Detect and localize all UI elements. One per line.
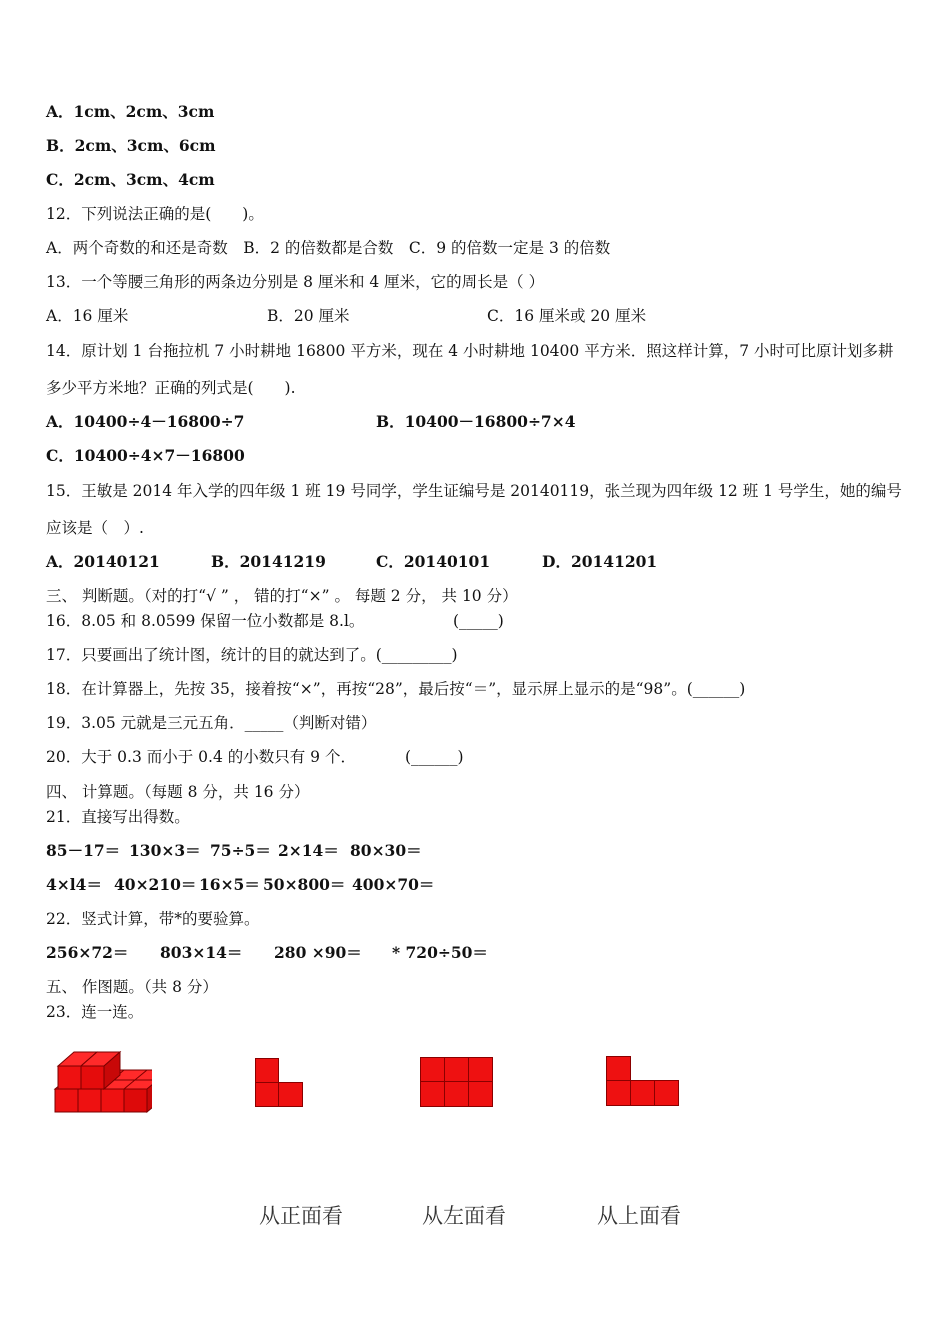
q15-stem-line1: 15．王敏是 2014 年入学的四年级 1 班 19 号同学，学生证编号是 20140119，张兰现为四年级 12 班 1 号学生，她的编号: [46, 482, 902, 500]
section5-title: 五、 作图题。（共 8 分）: [46, 978, 218, 996]
q17-text: 17．只要画出了统计图，统计的目的就达到了。(_________): [46, 646, 458, 664]
calc-item: 2×14＝: [278, 841, 339, 860]
q11-option-a: A．1cm、2cm、3cm: [46, 102, 215, 121]
q13-stem: 13．一个等腰三角形的两条边分别是 8 厘米和 4 厘米，它的周长是（ ）: [46, 273, 545, 291]
q11-option-b: B．2cm、3cm、6cm: [46, 136, 216, 155]
cube-stack-figure: [52, 1044, 152, 1116]
calc-item: 85－17＝: [46, 841, 121, 860]
calc-item: 16×5＝: [199, 875, 260, 894]
q15-option-b: B．20141219: [211, 552, 326, 571]
calc-item: 80×30＝: [350, 841, 422, 860]
q16-text: 16．8.05 和 8.0599 保留一位小数都是 8.l。: [46, 612, 365, 630]
view-label-top: 从上面看: [597, 1204, 681, 1228]
q12-stem: 12．下列说法正确的是( )。: [46, 205, 264, 223]
view-label-front: 从正面看: [259, 1204, 343, 1228]
calc-item: * 720÷50＝: [392, 943, 488, 962]
q14-option-b: B．10400－16800÷7×4: [376, 412, 576, 431]
calc-item: 256×72＝: [46, 943, 129, 962]
q14-stem-line2: 多少平方米地？正确的列式是( ).: [46, 379, 296, 397]
calc-item: 75÷5＝: [210, 841, 271, 860]
q14-option-c: C．10400÷4×7－16800: [46, 446, 245, 465]
view-label-left: 从左面看: [422, 1204, 506, 1228]
q11-option-c: C．2cm、3cm、4cm: [46, 170, 215, 189]
q14-stem-line1: 14．原计划 1 台拖拉机 7 小时耕地 16800 平方米，现在 4 小时耕地 10400 平方米．照这样计算，7 小时可比原计划多耕: [46, 342, 894, 360]
calc-item: 50×800＝: [263, 875, 346, 894]
calc-item: 400×70＝: [352, 875, 435, 894]
q16-answer-blank[interactable]: (_____): [453, 612, 504, 630]
section3-title: 三、 判断题。（对的打“√ ” ， 错的打“×” 。 每题 2 分， 共 10 分）: [46, 587, 518, 605]
q18-text: 18．在计算器上，先按 35，接着按“×”，再按“28”，最后按“＝”，显示屏上显示的是“98”。(______): [46, 680, 746, 698]
section4-title: 四、 计算题。（每题 8 分，共 16 分）: [46, 783, 310, 801]
q13-option-b: B．20 厘米: [267, 307, 350, 325]
q15-stem-line2: 应该是（ ）.: [46, 519, 144, 537]
q15-option-c: C．20140101: [376, 552, 491, 571]
q14-option-a: A．10400÷4－16800÷7: [46, 412, 245, 431]
calc-item: 280 ×90＝: [274, 943, 362, 962]
q20-answer-blank[interactable]: (______): [405, 748, 464, 766]
q20-text: 20．大于 0.3 而小于 0.4 的小数只有 9 个．: [46, 748, 356, 766]
q22-stem: 22．竖式计算，带*的要验算。: [46, 910, 260, 928]
view-shape-step: [606, 1056, 679, 1106]
q15-option-d: D．20141201: [542, 552, 658, 571]
q13-option-a: A．16 厘米: [46, 307, 129, 325]
q23-stem: 23．连一连。: [46, 1003, 144, 1021]
calc-item: 40×210＝: [114, 875, 197, 894]
q13-option-c: C．16 厘米或 20 厘米: [487, 307, 647, 325]
calc-item: 130×3＝: [129, 841, 201, 860]
q12-options: A．两个奇数的和还是奇数 B．2 的倍数都是合数 C．9 的倍数一定是 3 的倍数: [46, 239, 611, 257]
calc-item: 803×14＝: [160, 943, 243, 962]
view-shape-l: [255, 1058, 303, 1107]
calc-item: 4×l4＝: [46, 875, 102, 894]
view-shape-rect: [420, 1057, 493, 1107]
q15-option-a: A．20140121: [46, 552, 160, 571]
q19-text: 19．3.05 元就是三元五角．_____（判断对错）: [46, 714, 377, 732]
q21-stem: 21．直接写出得数。: [46, 808, 190, 826]
